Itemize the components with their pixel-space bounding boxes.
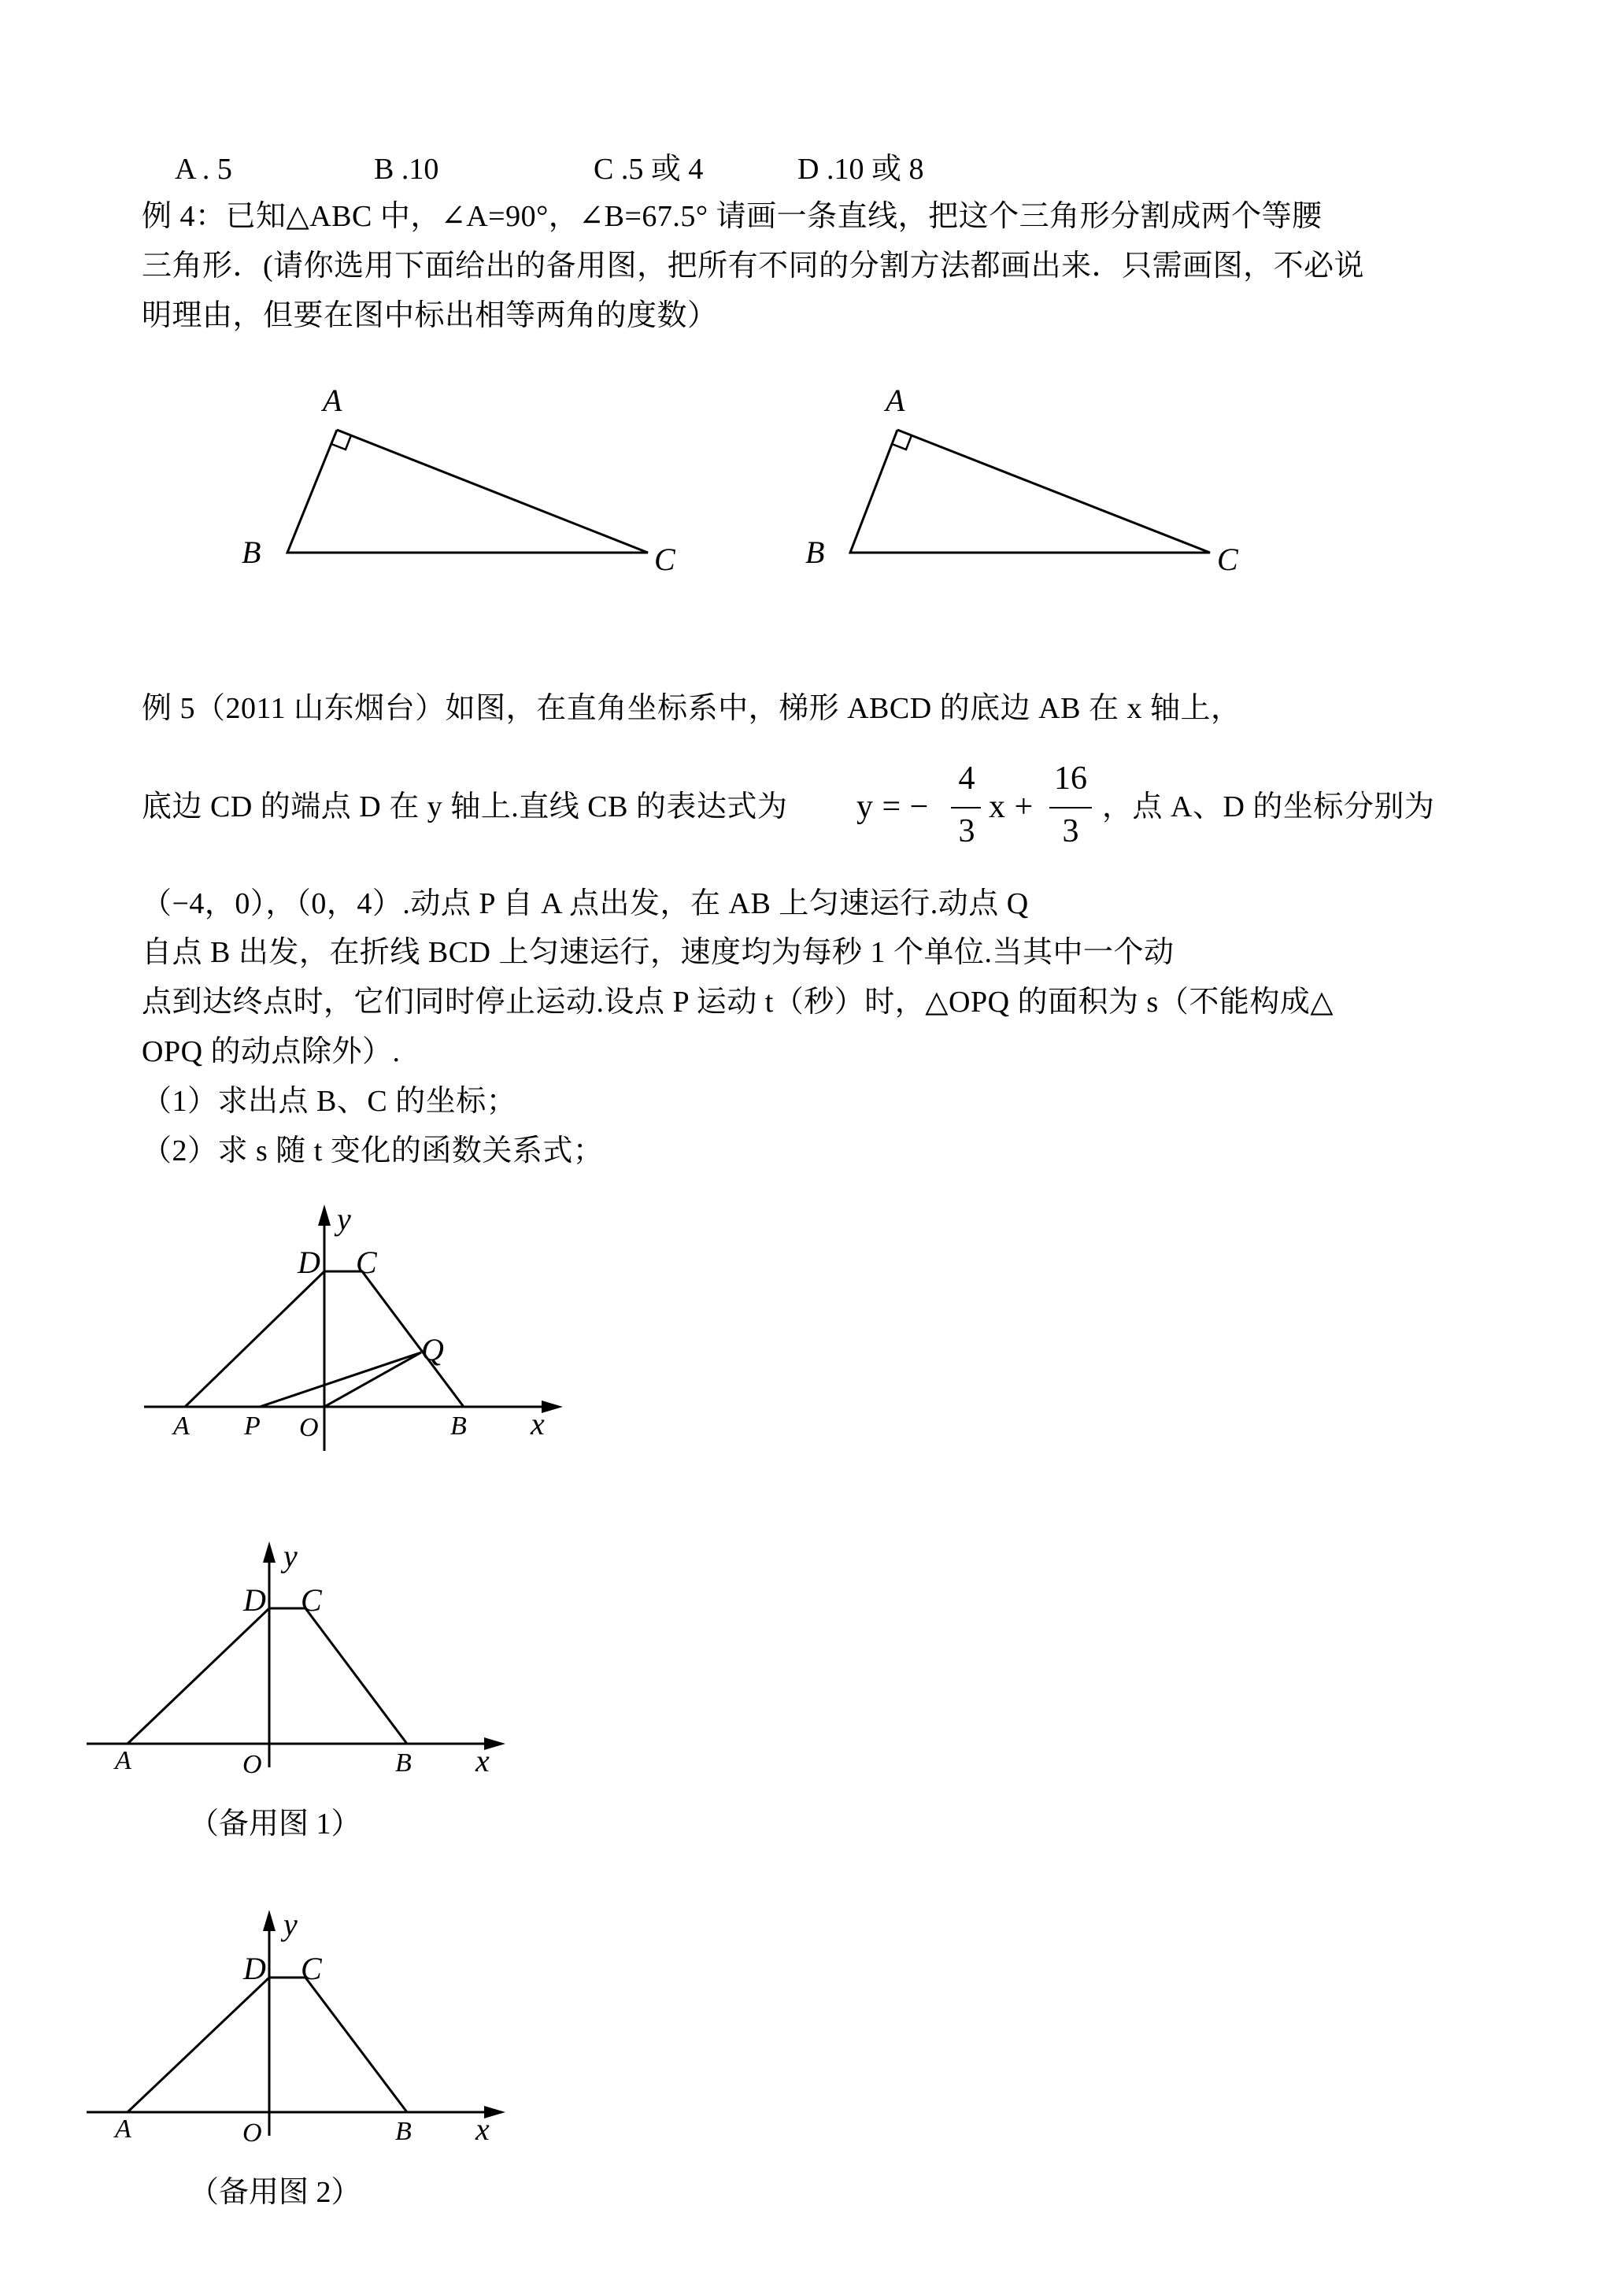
spare2-label-y: y xyxy=(283,1907,298,1942)
spare1-label-c: C xyxy=(301,1582,322,1618)
spare1-label-x: x xyxy=(475,1743,490,1778)
main-label-o: O xyxy=(299,1413,319,1442)
question-2: （2）求 s 随 t 变化的函数关系式； xyxy=(142,1134,604,1167)
formula-den2: 3 xyxy=(1062,813,1079,849)
example4-line1: 例 4：已知△ABC 中，∠A=90°，∠B=67.5° 请画一条直线，把这个三角形分割成两个等腰 xyxy=(142,200,1323,233)
main-label-d: D xyxy=(298,1245,320,1280)
main-label-y: y xyxy=(337,1201,351,1237)
example5-line4: 自点 B 出发，在折线 BCD 上匀速运行，速度均为每秒 1 个单位.当其中一个动 xyxy=(142,936,1175,969)
main-label-q: Q xyxy=(421,1332,444,1367)
spare1-label-a: A xyxy=(115,1746,131,1775)
formula-num1: 4 xyxy=(958,760,975,797)
spare2-label-d: D xyxy=(243,1951,266,1986)
question-1: （1）求出点 B、C 的坐标； xyxy=(142,1085,517,1118)
main-label-p: P xyxy=(244,1412,261,1441)
main-label-a: A xyxy=(173,1412,190,1441)
spare2-label-o: O xyxy=(242,2118,262,2148)
example5-line5: 点到达终点时，它们同时停止运动.设点 P 运动 t（秒）时，△OPQ 的面积为 s（不能构成△ xyxy=(142,986,1334,1019)
formula-num2: 16 xyxy=(1054,760,1087,797)
triangle-2-label-a: A xyxy=(886,383,905,418)
option-b: B .10 xyxy=(374,153,439,186)
spare2-label-a: A xyxy=(115,2115,131,2144)
spare1-label-d: D xyxy=(243,1582,266,1618)
triangle-2-label-b: B xyxy=(805,535,825,570)
caption-spare-1: （备用图 1） xyxy=(189,1807,361,1841)
spare2-y-arrow-icon xyxy=(263,1910,276,1931)
formula-mid: x + xyxy=(989,789,1034,825)
example5-line6: OPQ 的动点除外）. xyxy=(142,1035,401,1068)
triangle-1-label-a: A xyxy=(323,383,342,418)
spare1-label-o: O xyxy=(242,1750,262,1779)
formula-den1: 3 xyxy=(958,813,975,849)
example5-line1: 例 5（2011 山东烟台）如图，在直角坐标系中，梯形 ABCD 的底边 AB 在 x 轴上， xyxy=(142,692,1241,725)
spare2-label-x: x xyxy=(475,2111,490,2147)
triangle-1-label-c: C xyxy=(654,542,675,577)
formula-lhs: y = − xyxy=(856,789,929,825)
triangle-2-label-c: C xyxy=(1217,542,1238,577)
caption-spare-2: （备用图 2） xyxy=(189,2176,361,2209)
example4-line3: 明理由，但要在图中标出相等两角的度数） xyxy=(142,299,718,332)
spare2-label-b: B xyxy=(395,2117,412,2146)
example5-line3: （−4，0），（0，4）.动点 P 自 A 点出发，在 AB 上匀速运行.动点 Q xyxy=(142,887,1029,920)
option-d: D .10 或 8 xyxy=(797,153,924,186)
spare2-label-c: C xyxy=(301,1951,322,1986)
main-label-x: x xyxy=(531,1406,545,1441)
option-a: A . 5 xyxy=(175,153,232,186)
example5-line2-before: 底边 CD 的端点 D 在 y 轴上.直线 CB 的表达式为 xyxy=(142,790,788,823)
spare1-label-b: B xyxy=(395,1748,412,1778)
spare2-trapezoid xyxy=(128,1978,407,2112)
example5-line2-after: ，点 A、D 的坐标分别为 xyxy=(1102,790,1435,823)
triangle-1-label-b: B xyxy=(242,535,261,570)
example4-line2: 三角形．(请你选用下面给出的备用图，把所有不同的分割方法都画出来．只需画图，不必说 xyxy=(142,250,1365,283)
main-label-c: C xyxy=(356,1245,377,1280)
option-c: C .5 或 4 xyxy=(594,153,704,186)
main-label-b: B xyxy=(450,1412,467,1441)
spare1-label-y: y xyxy=(283,1538,298,1574)
